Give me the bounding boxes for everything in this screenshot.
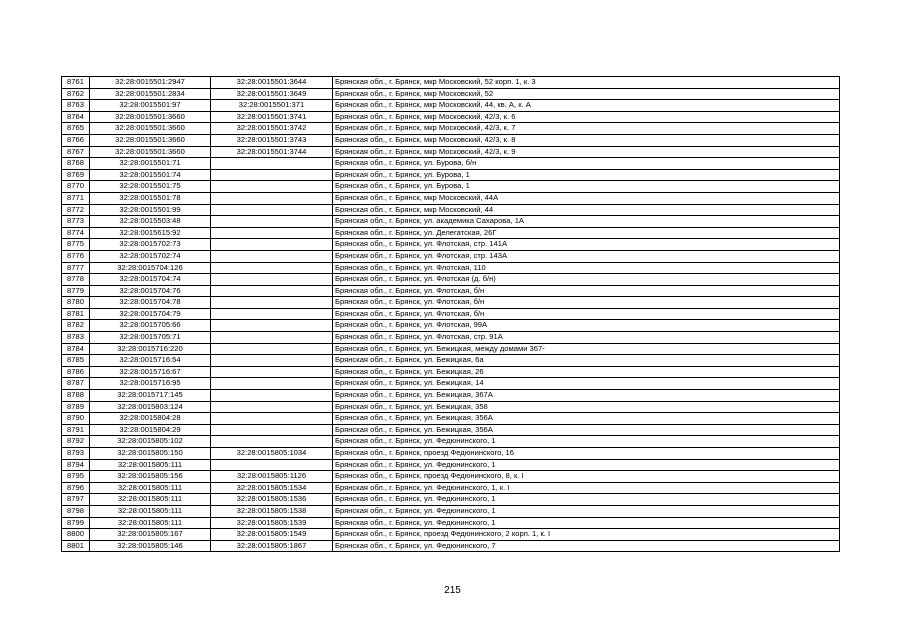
object-number-cell: [211, 216, 333, 228]
cadastral-number-cell: 32:28:0015716:95: [90, 378, 211, 390]
address-cell: Брянская обл., г. Брянск, мкр Московский, 44, кв. А, к. А: [333, 100, 840, 112]
table-row: [62, 250, 840, 262]
object-number-cell: [211, 308, 333, 320]
row-number-cell: 8764: [62, 111, 90, 123]
row-number-cell: 8772: [62, 204, 90, 216]
row-number-cell: 8785: [62, 355, 90, 367]
row-number-cell: 8796: [62, 482, 90, 494]
object-number-cell: [211, 413, 333, 425]
object-number-cell: 32:28:0015501:3741: [211, 111, 333, 123]
cadastral-number-cell: 32:28:0015705:66: [90, 320, 211, 332]
table-row: [62, 471, 840, 483]
table-row: [62, 192, 840, 204]
cadastral-number-cell: 32:28:0015615:92: [90, 227, 211, 239]
address-cell: Брянская обл., г. Брянск, ул. Федюнинского, 1: [333, 494, 840, 506]
table-row: [62, 262, 840, 274]
table-row: [62, 216, 840, 228]
cadastral-number-cell: 32:28:0015501:74: [90, 169, 211, 181]
table-row: [62, 494, 840, 506]
object-number-cell: 32:28:0015501:3649: [211, 88, 333, 100]
table-row: [62, 482, 840, 494]
table-row: [62, 332, 840, 344]
cadastral-number-cell: 32:28:0015702:74: [90, 250, 211, 262]
cadastral-number-cell: 32:28:0015805:156: [90, 471, 211, 483]
table-row: [62, 355, 840, 367]
table-row: [62, 158, 840, 170]
cadastral-number-cell: 32:28:0015501:3660: [90, 146, 211, 158]
object-number-cell: 32:28:0015805:1126: [211, 471, 333, 483]
address-cell: Брянская обл., г. Брянск, ул. Флотская, 110: [333, 262, 840, 274]
cadastral-number-cell: 32:28:0015805:111: [90, 459, 211, 471]
address-cell: Брянская обл., г. Брянск, ул. Бежицкая, 356А: [333, 424, 840, 436]
table-row: [62, 274, 840, 286]
address-cell: Брянская обл., г. Брянск, ул. Федюнинского, 7: [333, 540, 840, 552]
row-number-cell: 8792: [62, 436, 90, 448]
object-number-cell: [211, 320, 333, 332]
table-row: [62, 181, 840, 193]
row-number-cell: 8774: [62, 227, 90, 239]
address-cell: Брянская обл., г. Брянск, ул. Флотская, 99А: [333, 320, 840, 332]
cadastral-number-cell: 32:28:0015716:220: [90, 343, 211, 355]
object-number-cell: [211, 192, 333, 204]
table-row: [62, 378, 840, 390]
row-number-cell: 8769: [62, 169, 90, 181]
row-number-cell: 8800: [62, 529, 90, 541]
address-cell: Брянская обл., г. Брянск, ул. Бежицкая, 367А: [333, 390, 840, 402]
address-cell: Брянская обл., г. Брянск, мкр Московский, 52: [333, 88, 840, 100]
object-number-cell: [211, 158, 333, 170]
row-number-cell: 8768: [62, 158, 90, 170]
object-number-cell: 32:28:0015501:3742: [211, 123, 333, 135]
row-number-cell: 8795: [62, 471, 90, 483]
row-number-cell: 8776: [62, 250, 90, 262]
address-cell: Брянская обл., г. Брянск, ул. Делегатская, 26Г: [333, 227, 840, 239]
row-number-cell: 8784: [62, 343, 90, 355]
object-number-cell: [211, 424, 333, 436]
cadastral-number-cell: 32:28:0015805:111: [90, 482, 211, 494]
object-number-cell: [211, 355, 333, 367]
address-cell: Брянская обл., г. Брянск, ул. Бежицкая, 358: [333, 401, 840, 413]
address-cell: Брянская обл., г. Брянск, мкр Московский, 42/3, к. 9: [333, 146, 840, 158]
address-cell: Брянская обл., г. Брянск, мкр Московский, 44: [333, 204, 840, 216]
cadastral-number-cell: 32:28:0015704:78: [90, 297, 211, 309]
address-cell: Брянская обл., г. Брянск, ул. Федюнинского, 1: [333, 505, 840, 517]
table-row: [62, 540, 840, 552]
row-number-cell: 8777: [62, 262, 90, 274]
cadastral-number-cell: 32:28:0015704:76: [90, 285, 211, 297]
row-number-cell: 8780: [62, 297, 90, 309]
object-number-cell: [211, 297, 333, 309]
row-number-cell: 8793: [62, 448, 90, 460]
row-number-cell: 8767: [62, 146, 90, 158]
address-cell: Брянская обл., г. Брянск, мкр Московский, 42/3, к. 7: [333, 123, 840, 135]
object-number-cell: [211, 169, 333, 181]
address-cell: Брянская обл., г. Брянск, ул. Бежицкая, между домами 367-: [333, 343, 840, 355]
cadastral-number-cell: 32:28:0015805:111: [90, 517, 211, 529]
address-cell: Брянская обл., г. Брянск, ул. Флотская, стр. 91А: [333, 332, 840, 344]
table-row: [62, 366, 840, 378]
row-number-cell: 8783: [62, 332, 90, 344]
cadastral-table: [61, 76, 840, 552]
cadastral-number-cell: 32:28:0015705:71: [90, 332, 211, 344]
object-number-cell: [211, 285, 333, 297]
address-cell: Брянская обл., г. Брянск, мкр Московский, 44А: [333, 192, 840, 204]
cadastral-number-cell: 32:28:0015501:3660: [90, 123, 211, 135]
object-number-cell: [211, 181, 333, 193]
cadastral-number-cell: 32:28:0015716:54: [90, 355, 211, 367]
row-number-cell: 8788: [62, 390, 90, 402]
cadastral-number-cell: 32:28:0015805:167: [90, 529, 211, 541]
address-cell: Брянская обл., г. Брянск, ул. Флотская, стр. 141А: [333, 239, 840, 251]
table-row: [62, 424, 840, 436]
row-number-cell: 8794: [62, 459, 90, 471]
address-cell: Брянская обл., г. Брянск, проезд Федюнинского, 2 корп. 1, к. I: [333, 529, 840, 541]
object-number-cell: [211, 343, 333, 355]
address-cell: Брянская обл., г. Брянск, ул. Бежицкая, 6а: [333, 355, 840, 367]
cadastral-number-cell: 32:28:0015804:29: [90, 424, 211, 436]
cadastral-number-cell: 32:28:0015804:28: [90, 413, 211, 425]
cadastral-number-cell: 32:28:0015501:71: [90, 158, 211, 170]
object-number-cell: [211, 390, 333, 402]
address-cell: Брянская обл., г. Брянск, ул. Федюнинского, 1: [333, 517, 840, 529]
table-row: [62, 517, 840, 529]
table-row: [62, 401, 840, 413]
row-number-cell: 8798: [62, 505, 90, 517]
table-row: [62, 239, 840, 251]
table-row: [62, 285, 840, 297]
cadastral-table-body: [62, 77, 840, 552]
address-cell: Брянская обл., г. Брянск, ул. Флотская (д. б/н): [333, 274, 840, 286]
cadastral-number-cell: 32:28:0015501:75: [90, 181, 211, 193]
table-row: [62, 436, 840, 448]
row-number-cell: 8771: [62, 192, 90, 204]
cadastral-number-cell: 32:28:0015805:111: [90, 494, 211, 506]
object-number-cell: [211, 204, 333, 216]
table-row: [62, 320, 840, 332]
row-number-cell: 8791: [62, 424, 90, 436]
object-number-cell: 32:28:0015805:1867: [211, 540, 333, 552]
table-row: [62, 390, 840, 402]
cadastral-number-cell: 32:28:0015704:74: [90, 274, 211, 286]
table-row: [62, 77, 840, 89]
row-number-cell: 8781: [62, 308, 90, 320]
table-row: [62, 146, 840, 158]
object-number-cell: [211, 250, 333, 262]
row-number-cell: 8778: [62, 274, 90, 286]
table-row: [62, 134, 840, 146]
cadastral-number-cell: 32:28:0015501:3660: [90, 134, 211, 146]
page-number: 215: [444, 585, 461, 596]
table-row: [62, 123, 840, 135]
row-number-cell: 8797: [62, 494, 90, 506]
address-cell: Брянская обл., г. Брянск, мкр Московский, 52 корп. 1, к. 3: [333, 77, 840, 89]
cadastral-number-cell: 32:28:0015805:111: [90, 505, 211, 517]
cadastral-number-cell: 32:28:0015501:2834: [90, 88, 211, 100]
table-row: [62, 529, 840, 541]
table-row: [62, 204, 840, 216]
address-cell: Брянская обл., г. Брянск, ул. Бурова, 1: [333, 169, 840, 181]
cadastral-number-cell: 32:28:0015501:2947: [90, 77, 211, 89]
row-number-cell: 8770: [62, 181, 90, 193]
cadastral-number-cell: 32:28:0015716:67: [90, 366, 211, 378]
address-cell: Брянская обл., г. Брянск, ул. Федюнинского, 1: [333, 459, 840, 471]
cadastral-number-cell: 32:28:0015501:99: [90, 204, 211, 216]
object-number-cell: [211, 239, 333, 251]
table-row: [62, 297, 840, 309]
row-number-cell: 8761: [62, 77, 90, 89]
address-cell: Брянская обл., г. Брянск, ул. Бурова, 1: [333, 181, 840, 193]
object-number-cell: 32:28:0015805:1538: [211, 505, 333, 517]
cadastral-number-cell: 32:28:0015805:146: [90, 540, 211, 552]
object-number-cell: 32:28:0015501:3743: [211, 134, 333, 146]
row-number-cell: 8773: [62, 216, 90, 228]
object-number-cell: [211, 436, 333, 448]
object-number-cell: [211, 378, 333, 390]
address-cell: Брянская обл., г. Брянск, ул. Федюнинского, 1: [333, 436, 840, 448]
object-number-cell: 32:28:0015805:1539: [211, 517, 333, 529]
cadastral-number-cell: 32:28:0015501:3660: [90, 111, 211, 123]
row-number-cell: 8779: [62, 285, 90, 297]
table-row: [62, 459, 840, 471]
object-number-cell: [211, 459, 333, 471]
cadastral-number-cell: 32:28:0015803:124: [90, 401, 211, 413]
table-row: [62, 413, 840, 425]
table-row: [62, 88, 840, 100]
object-number-cell: 32:28:0015501:371: [211, 100, 333, 112]
object-number-cell: 32:28:0015501:3644: [211, 77, 333, 89]
object-number-cell: 32:28:0015805:1534: [211, 482, 333, 494]
object-number-cell: [211, 401, 333, 413]
object-number-cell: [211, 227, 333, 239]
row-number-cell: 8762: [62, 88, 90, 100]
table-row: [62, 343, 840, 355]
cadastral-number-cell: 32:28:0015717:145: [90, 390, 211, 402]
table-row: [62, 308, 840, 320]
cadastral-number-cell: 32:28:0015702:73: [90, 239, 211, 251]
address-cell: Брянская обл., г. Брянск, мкр Московский, 42/3, к. 6: [333, 111, 840, 123]
address-cell: Брянская обл., г. Брянск, ул. Федюнинского, 1, к. I: [333, 482, 840, 494]
table-row: [62, 227, 840, 239]
cadastral-number-cell: 32:28:0015501:97: [90, 100, 211, 112]
row-number-cell: 8801: [62, 540, 90, 552]
row-number-cell: 8766: [62, 134, 90, 146]
row-number-cell: 8763: [62, 100, 90, 112]
address-cell: Брянская обл., г. Брянск, ул. Флотская, б/н: [333, 297, 840, 309]
row-number-cell: 8786: [62, 366, 90, 378]
object-number-cell: 32:28:0015501:3744: [211, 146, 333, 158]
cadastral-number-cell: 32:28:0015704:126: [90, 262, 211, 274]
row-number-cell: 8775: [62, 239, 90, 251]
address-cell: Брянская обл., г. Брянск, мкр Московский, 42/3, к. 8: [333, 134, 840, 146]
row-number-cell: 8765: [62, 123, 90, 135]
table-row: [62, 448, 840, 460]
address-cell: Брянская обл., г. Брянск, ул. Бурова, б/н: [333, 158, 840, 170]
table-row: [62, 505, 840, 517]
address-cell: Брянская обл., г. Брянск, ул. академика Сахарова, 1А: [333, 216, 840, 228]
row-number-cell: 8790: [62, 413, 90, 425]
row-number-cell: 8799: [62, 517, 90, 529]
cadastral-number-cell: 32:28:0015503:48: [90, 216, 211, 228]
address-cell: Брянская обл., г. Брянск, ул. Бежицкая, 14: [333, 378, 840, 390]
address-cell: Брянская обл., г. Брянск, проезд Федюнинского, 16: [333, 448, 840, 460]
row-number-cell: 8787: [62, 378, 90, 390]
cadastral-number-cell: 32:28:0015805:102: [90, 436, 211, 448]
object-number-cell: 32:28:0015805:1034: [211, 448, 333, 460]
cadastral-number-cell: 32:28:0015704:79: [90, 308, 211, 320]
cadastral-number-cell: 32:28:0015805:150: [90, 448, 211, 460]
object-number-cell: [211, 274, 333, 286]
address-cell: Брянская обл., г. Брянск, ул. Бежицкая, 356А: [333, 413, 840, 425]
object-number-cell: [211, 332, 333, 344]
object-number-cell: 32:28:0015805:1536: [211, 494, 333, 506]
row-number-cell: 8782: [62, 320, 90, 332]
table-row: [62, 100, 840, 112]
address-cell: Брянская обл., г. Брянск, проезд Федюнинского, 8, к. I: [333, 471, 840, 483]
object-number-cell: [211, 366, 333, 378]
object-number-cell: [211, 262, 333, 274]
cadastral-number-cell: 32:28:0015501:78: [90, 192, 211, 204]
address-cell: Брянская обл., г. Брянск, ул. Флотская, б/н: [333, 285, 840, 297]
table-row: [62, 111, 840, 123]
address-cell: Брянская обл., г. Брянск, ул. Бежицкая, 26: [333, 366, 840, 378]
address-cell: Брянская обл., г. Брянск, ул. Флотская, стр. 143А: [333, 250, 840, 262]
object-number-cell: 32:28:0015805:1549: [211, 529, 333, 541]
table-row: [62, 169, 840, 181]
row-number-cell: 8789: [62, 401, 90, 413]
address-cell: Брянская обл., г. Брянск, ул. Флотская, б/н: [333, 308, 840, 320]
